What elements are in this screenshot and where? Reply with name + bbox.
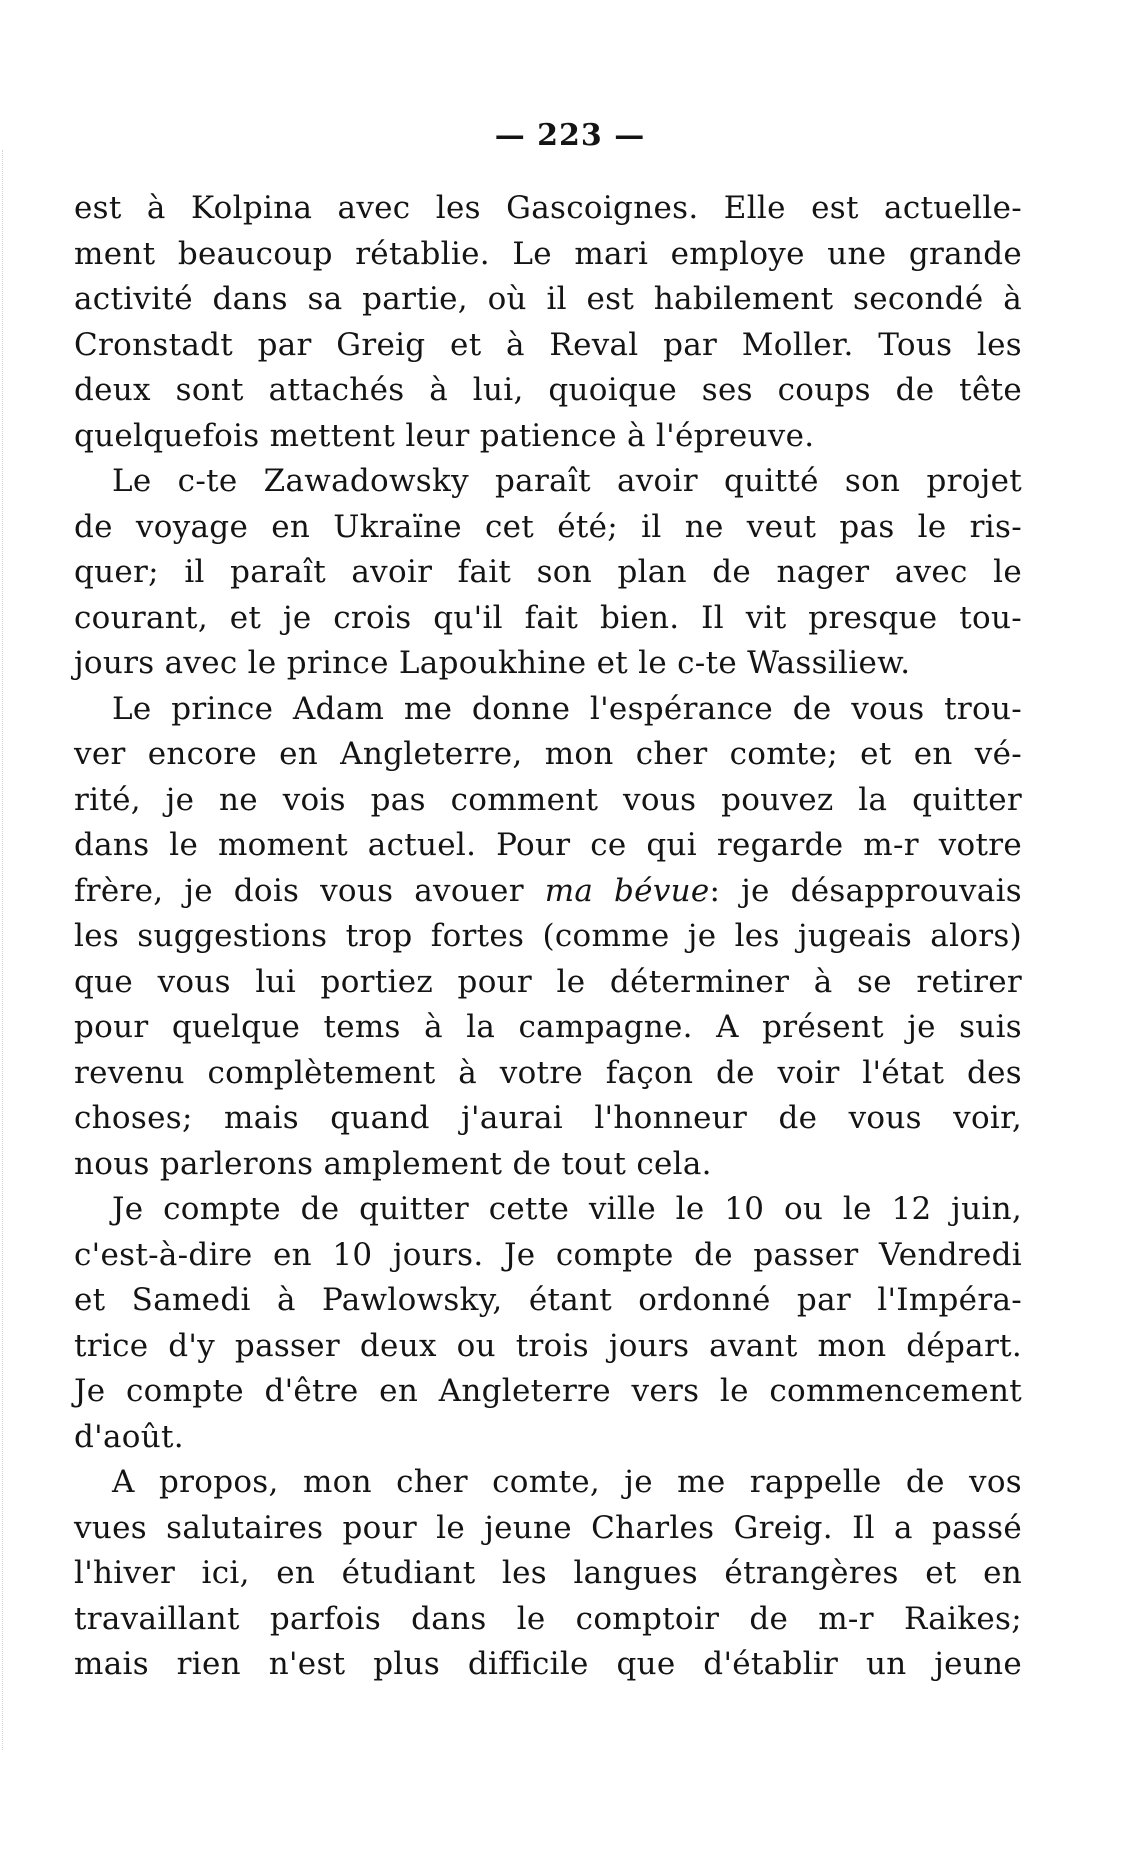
text-line: Le prince Adam me donne l'espérance de vous trou- <box>112 690 1022 727</box>
text-segment: : je désapprouvais <box>709 872 1023 909</box>
paragraph-2 <box>74 459 1022 687</box>
text-line: Je compte de quitter cette ville le 10 ou le 12 juin, <box>112 1191 1022 1227</box>
text-line: quelquefois mettent leur patience à l'épreuve. <box>74 417 815 454</box>
italic-phrase: ma bévue <box>544 872 710 909</box>
text-line-with-italic <box>74 869 1022 915</box>
text-segment: frère, je dois vous avouer <box>74 872 545 909</box>
text-line: les suggestions trop fortes (comme je les jugeais alors) <box>74 918 1022 954</box>
paragraph-1 <box>74 186 1022 459</box>
text-line: deux sont attachés à lui, quoique ses coups de tête <box>74 372 1022 408</box>
text-line: Le c-te Zawadowsky paraît avoir quitté son projet <box>112 463 1022 499</box>
page-number: — 223 — <box>494 118 646 153</box>
text-line: activité dans sa partie, où il est habilement secondé à <box>74 281 1022 317</box>
text-line: rité, je ne vois pas comment vous pouvez la quitter <box>74 781 1022 818</box>
text-line: c'est-à-dire en 10 jours. Je compte de passer Vendredi <box>74 1236 1022 1273</box>
text-line: dans le moment actuel. Pour ce qui regarde m-r votre <box>74 827 1022 863</box>
text-line: nous parlerons amplement de tout cela. <box>74 1145 712 1182</box>
text-line: trice d'y passer deux ou trois jours avant mon départ. <box>74 1327 1022 1364</box>
text-line: courant, et je crois qu'il fait bien. Il vit presque tou- <box>74 599 1022 636</box>
text-line: pour quelque tems à la campagne. A présent je suis <box>74 1009 1022 1045</box>
text-line: est à Kolpina avec les Gascoignes. Elle est actuelle- <box>74 190 1022 226</box>
text-line: et Samedi à Pawlowsky, étant ordonné par l'Impéra- <box>74 1282 1022 1318</box>
page-edge-marks <box>2 150 6 1750</box>
text-line: l'hiver ici, en étudiant les langues étrangères et en <box>74 1555 1022 1591</box>
text-line: de voyage en Ukraïne cet été; il ne veut pas le ris- <box>74 508 1022 545</box>
text-line: mais rien n'est plus difficile que d'établir un jeune <box>74 1646 1022 1682</box>
paragraph-4 <box>74 1187 1022 1460</box>
text-line: d'août. <box>74 1418 184 1455</box>
text-line: ment beaucoup rétablie. Le mari employe une grande <box>74 235 1022 272</box>
text-line: que vous lui portiez pour le déterminer à se retirer <box>74 963 1022 1000</box>
text-line: Je compte d'être en Angleterre vers le commencement <box>74 1373 1022 1409</box>
text-line: quer; il paraît avoir fait son plan de nager avec le <box>74 554 1022 590</box>
paragraph-3 <box>74 687 1022 1188</box>
text-line: ver encore en Angleterre, mon cher comte; et en vé- <box>74 736 1022 772</box>
text-line: Cronstadt par Greig et à Reval par Moller. Tous les <box>74 326 1022 363</box>
paragraph-5 <box>74 1460 1022 1688</box>
text-line: jours avec le prince Lapoukhine et le c-te Wassiliew. <box>74 645 911 681</box>
body-text <box>74 186 1022 1688</box>
text-line: A propos, mon cher comte, je me rappelle de vos <box>112 1464 1022 1500</box>
text-line: choses; mais quand j'aurai l'honneur de vous voir, <box>74 1100 1022 1136</box>
text-line: vues salutaires pour le jeune Charles Greig. Il a passé <box>74 1509 1022 1546</box>
text-line: travaillant parfois dans le comptoir de m-r Raikes; <box>74 1600 1022 1637</box>
text-line: revenu complètement à votre façon de voir l'état des <box>74 1054 1022 1091</box>
